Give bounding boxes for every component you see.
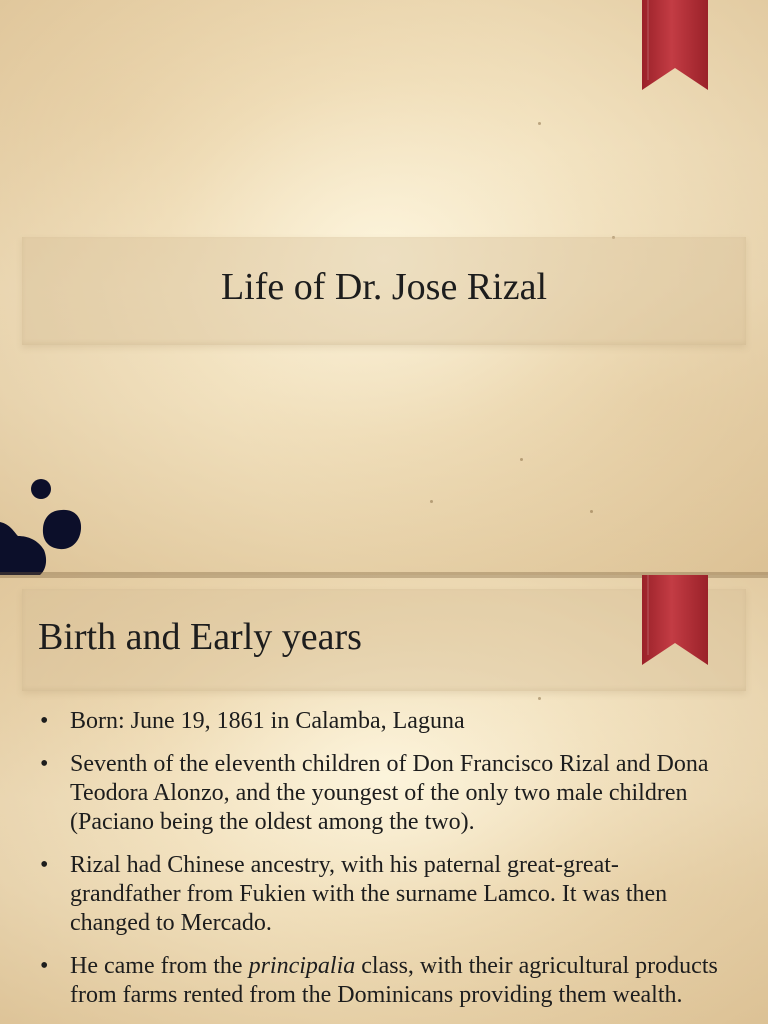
bullet-dot-icon: • (40, 852, 49, 878)
paper-speck (538, 122, 541, 125)
bullet-dot-icon: • (40, 751, 49, 777)
bullet-list (40, 707, 720, 1024)
content-slide (0, 575, 768, 1024)
ink-blots (0, 470, 90, 575)
bullet-text: Seventh of the eleventh children of Don Francisco Rizal and Dona Teodora Alonzo, and the youngest of the only two male children (Paciano being the oldest among the two). (70, 751, 709, 835)
bullet-text: He came from the (70, 953, 249, 979)
bookmark-ribbon-icon (642, 0, 708, 92)
slide-heading: Birth and Early years (38, 616, 362, 658)
bullet-dot-icon: • (40, 953, 49, 979)
bullet-item (40, 707, 720, 736)
bullet-text: Rizal had Chinese ancestry, with his paternal great-great-grandfather from Fukien with the surname Lamco. It was then changed to Mercado. (70, 852, 668, 936)
bullet-text: Born: June 19, 1861 in Calamba, Laguna (70, 708, 465, 734)
slide-title: Life of Dr. Jose Rizal (220, 266, 548, 308)
paper-speck (430, 500, 433, 503)
bullet-text: class, with their agricultural products from farms rented from the Dominicans providing them wealth. (70, 953, 718, 1008)
paper-speck (520, 458, 523, 461)
bullet-dot-icon: • (40, 708, 49, 734)
bullet-item (40, 851, 720, 938)
paper-speck (590, 510, 593, 513)
bullet-item (40, 750, 720, 837)
bullet-item (40, 952, 720, 1010)
bullet-italic-text: principalia (248, 953, 356, 979)
paper-speck (538, 697, 541, 700)
bookmark-ribbon-icon (642, 575, 708, 667)
